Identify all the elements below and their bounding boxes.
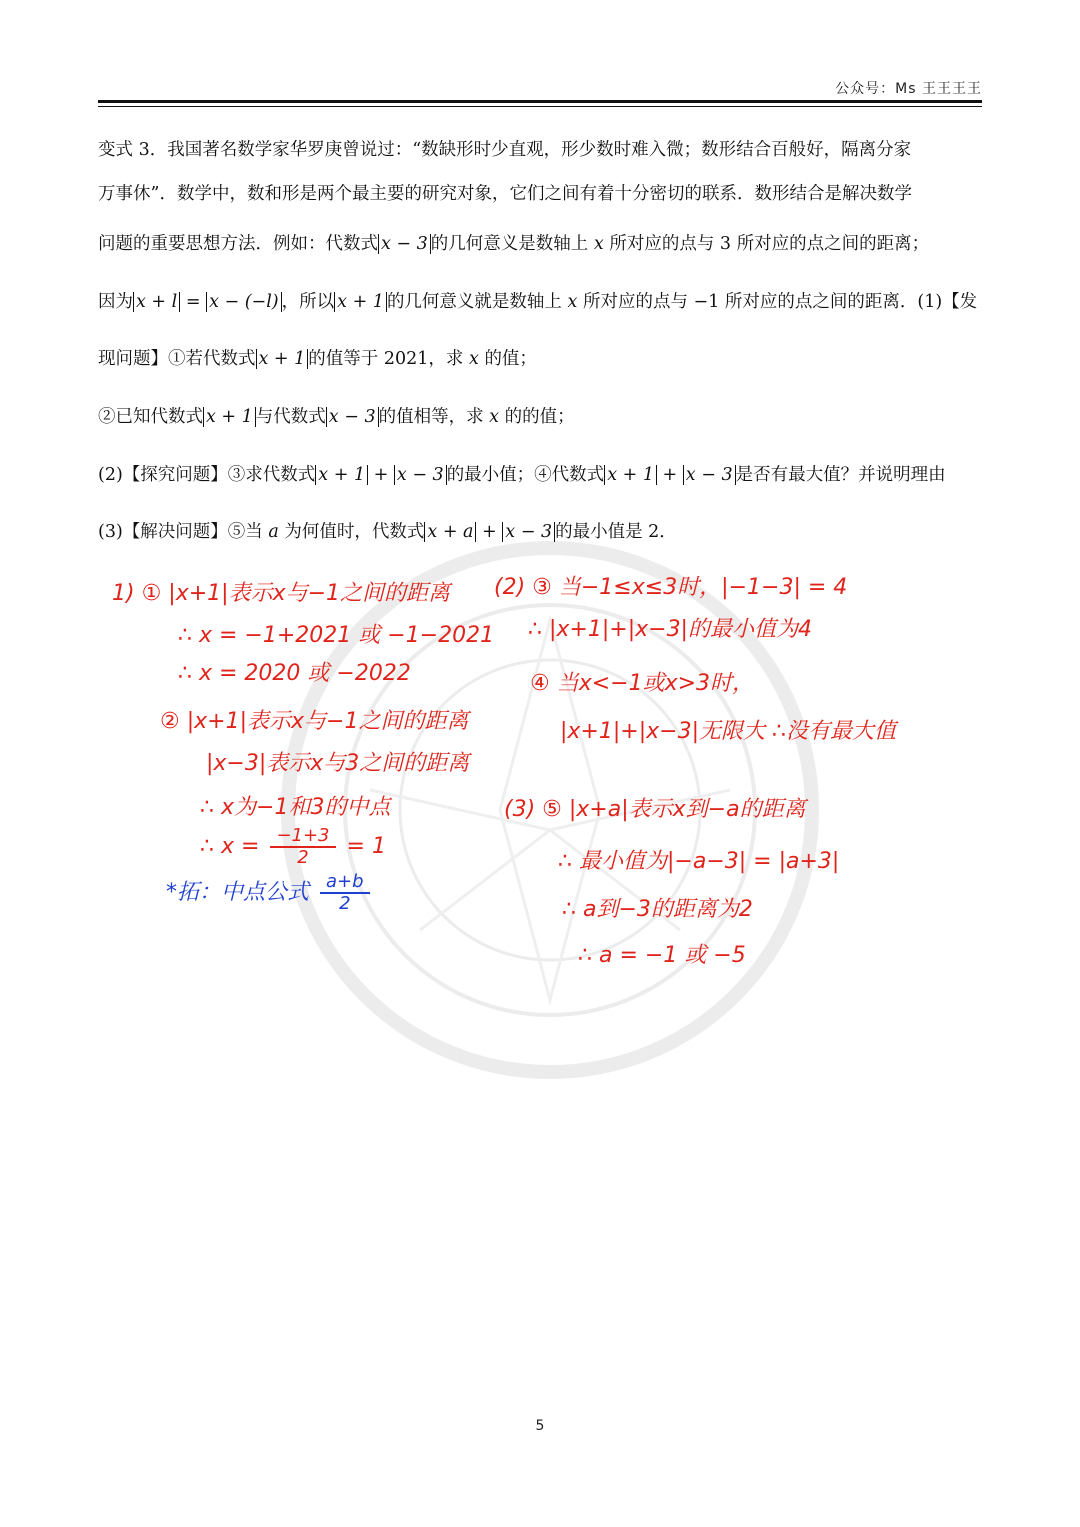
abs-expression: x − (−l) xyxy=(206,292,282,312)
text: 的值； xyxy=(484,349,537,369)
abs-expression: x − 3 xyxy=(326,407,379,427)
text: = 1 xyxy=(346,834,386,859)
abs-expression: x − 3 xyxy=(502,522,555,542)
handwritten-solution-line: |x−3|表示x与3之间的距离 xyxy=(206,751,470,776)
header-rule-thin xyxy=(98,106,982,107)
text: 的几何意义就是数轴上 xyxy=(386,292,562,312)
question-line-4 xyxy=(98,290,988,314)
text: + xyxy=(368,465,394,485)
text: 与代数式 xyxy=(255,407,326,427)
abs-expression: x + l xyxy=(133,292,180,312)
handwritten-solution-line xyxy=(200,826,386,868)
var-a: a xyxy=(268,522,279,542)
handwritten-solution-line: ∴ a到−3的距离为2 xyxy=(562,897,753,922)
handwritten-solution-line: |x+1|+|x−3|无限大 ∴没有最大值 xyxy=(560,719,896,744)
page-number: 5 xyxy=(535,1418,545,1434)
question-line-5 xyxy=(98,347,988,371)
abs-expression: x + 1 xyxy=(256,349,309,369)
text: + xyxy=(476,522,503,542)
var-x: x xyxy=(468,349,479,369)
fraction-denominator: 2 xyxy=(297,847,309,868)
text: 为何值时，代数式 xyxy=(284,522,425,542)
var-x: x xyxy=(489,407,500,427)
abs-expression: x + 1 xyxy=(315,465,368,485)
handwritten-solution-line: ∴ |x+1|+|x−3|的最小值为4 xyxy=(528,617,812,642)
header-rule-thick xyxy=(98,100,982,103)
text: (2)【探究问题】③求代数式 xyxy=(98,465,316,485)
abs-expression: x + 1 xyxy=(334,292,387,312)
question-line-6 xyxy=(98,405,988,429)
handwritten-solution-line: ② |x+1|表示x与−1之间的距离 xyxy=(160,709,469,734)
abs-expression: x + 1 xyxy=(604,465,657,485)
header-text: 公众号：Ms 王王王王 xyxy=(835,81,982,97)
text: 的值相等，求 xyxy=(378,407,484,427)
handwritten-solution-line: (3) ⑤ |x+a|表示x到−a的距离 xyxy=(504,797,806,822)
text: ②已知代数式 xyxy=(98,407,203,427)
var-x: x xyxy=(567,292,578,312)
text: 的最小值；④代数式 xyxy=(446,465,605,485)
handwritten-solution-line: (2) ③ 当−1≤x≤3时，|−1−3| = 4 xyxy=(494,575,848,600)
handwritten-solution-line: ∴ x = 2020 或 −2022 xyxy=(178,661,411,686)
fraction xyxy=(320,872,370,914)
text: ，所以 xyxy=(281,292,335,312)
handwritten-solution-line: ④ 当x<−1或x>3时， xyxy=(530,671,755,696)
text: 所对应的点与 3 所对应的点之间的距离； xyxy=(609,234,930,254)
question-line-3 xyxy=(98,232,988,256)
abs-expression: x − 3 xyxy=(378,234,431,254)
question-line-7 xyxy=(98,463,988,487)
handwritten-note xyxy=(166,872,374,914)
abs-expression: x − 3 xyxy=(683,465,736,485)
handwritten-solution-line: 1) ① |x+1|表示x与−1之间的距离 xyxy=(112,581,451,606)
fraction-numerator: a+b xyxy=(320,872,370,894)
fraction-denominator: 2 xyxy=(339,893,351,914)
question-line-2: 万事休”．数学中，数和形是两个最主要的研究对象，它们之间有着十分密切的联系．数形结合是解决数学 xyxy=(98,184,912,204)
text: 的最小值是 2． xyxy=(555,522,677,542)
text: 所对应的点与 −1 所对应的点之间的距离．(1)【发 xyxy=(582,292,978,312)
abs-expression: x + 1 xyxy=(203,407,256,427)
text: *拓：中点公式 xyxy=(166,880,310,905)
handwritten-solution-line: ∴ x为−1和3的中点 xyxy=(200,795,391,820)
text: 现问题】①若代数式 xyxy=(98,349,256,369)
question-line-8 xyxy=(98,520,988,544)
text: 是否有最大值？并说明理由 xyxy=(735,465,946,485)
text: (3)【解决问题】⑤当 xyxy=(98,522,263,542)
fraction xyxy=(270,826,335,868)
text: 的几何意义是数轴上 xyxy=(430,234,589,254)
handwritten-solution-line: ∴ 最小值为|−a−3| = |a+3| xyxy=(558,849,840,874)
fraction-numerator: −1+3 xyxy=(270,826,335,848)
text: 的值等于 2021，求 xyxy=(308,349,464,369)
text: + xyxy=(656,465,683,485)
text: = xyxy=(180,292,207,312)
text: 的的值； xyxy=(504,407,575,427)
question-line-1: 变式 3．我国著名数学家华罗庚曾说过：“数缺形时少直观，形少数时难入微；数形结合百般好，隔离分家 xyxy=(98,140,912,160)
abs-expression: x − 3 xyxy=(394,465,447,485)
text: 因为 xyxy=(98,292,133,312)
var-x: x xyxy=(593,234,604,254)
handwritten-solution-line: ∴ x = −1+2021 或 −1−2021 xyxy=(178,623,495,648)
text: 问题的重要思想方法．例如：代数式 xyxy=(98,234,378,254)
abs-expression: x + a xyxy=(424,522,476,542)
handwritten-solution-line: ∴ a = −1 或 −5 xyxy=(578,943,746,968)
text: ∴ x = xyxy=(200,834,260,859)
